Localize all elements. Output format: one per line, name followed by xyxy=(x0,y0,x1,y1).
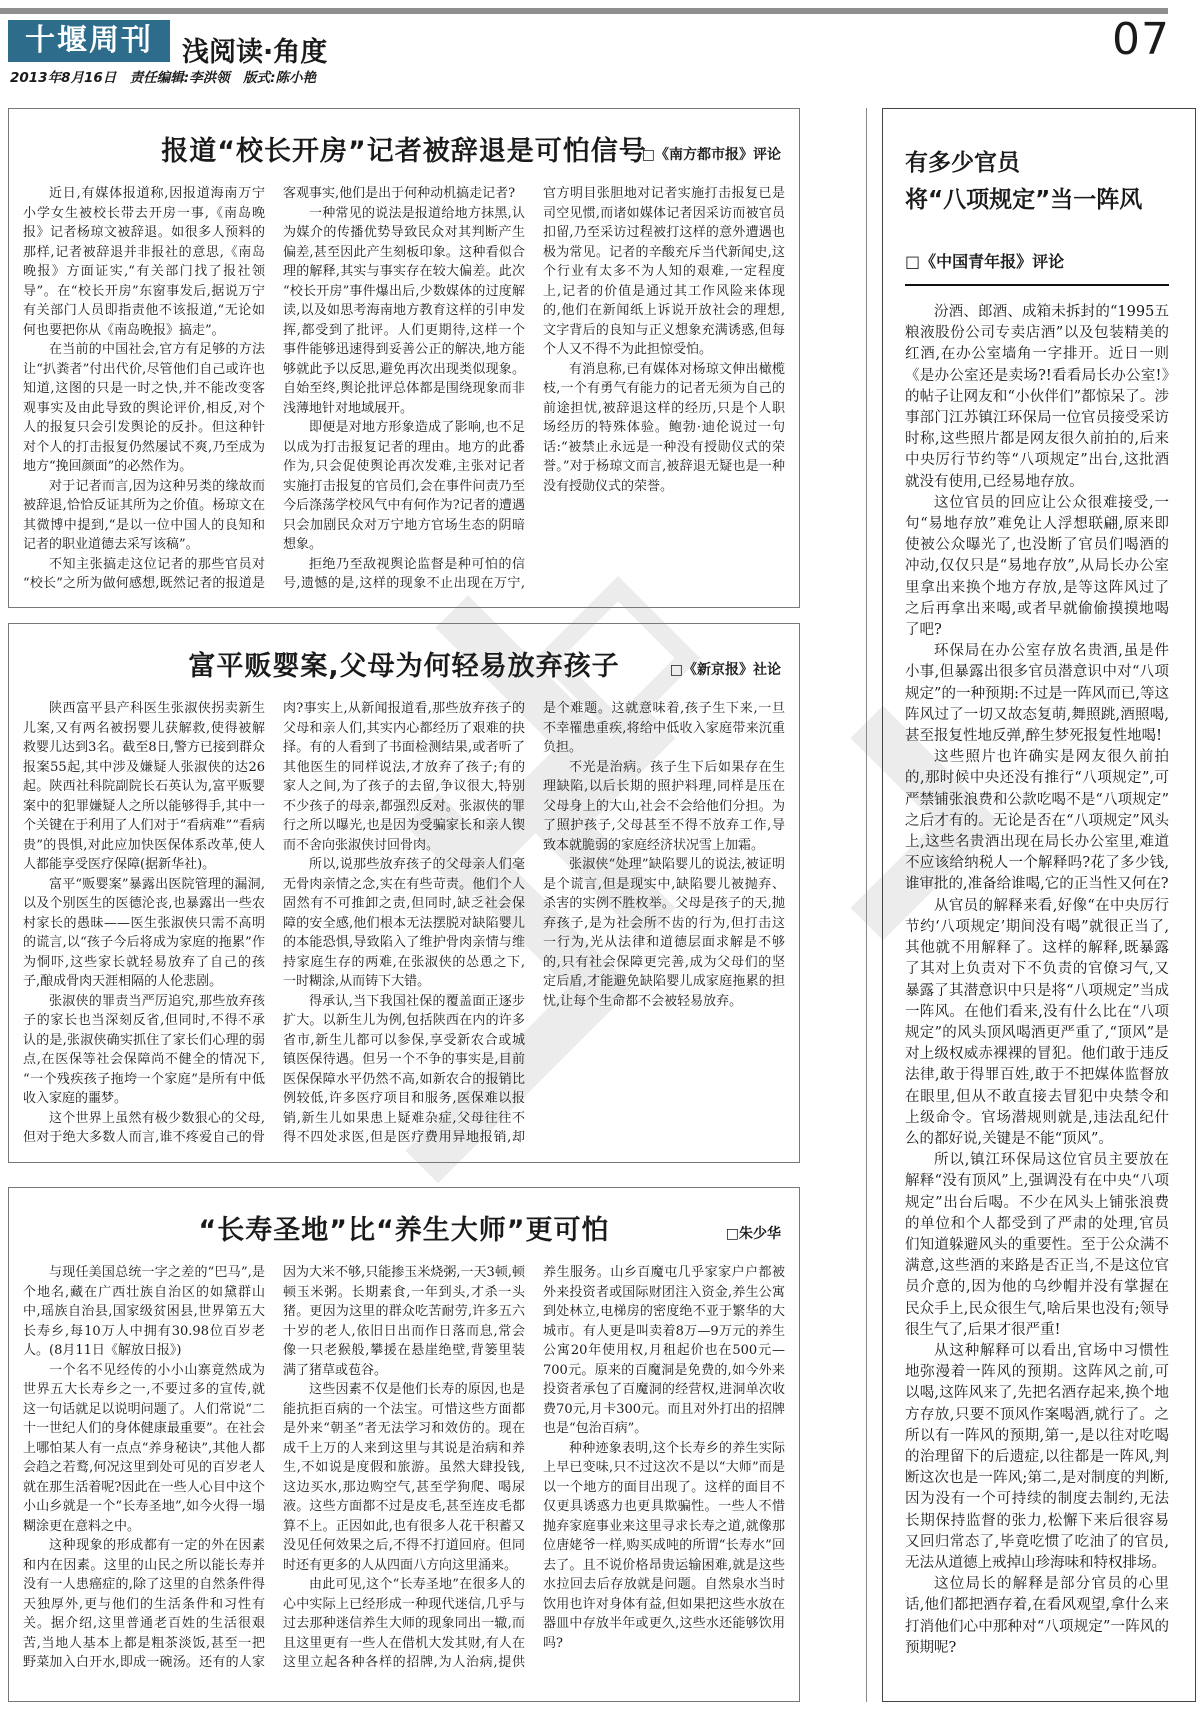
sidebar-article-box xyxy=(882,108,1196,1702)
article-2-title: 富平贩婴案,父母为何轻易放弃孩子 xyxy=(188,651,620,682)
article-1-body xyxy=(9,176,799,594)
header-rule xyxy=(0,8,1168,14)
paragraph: 一个名不见经传的小小山寨竟然成为世界五大长寿乡之一,不要过多的宣传,就这一句话就足以说明问题了。人们常说“二十一世纪人们的身体健康最重要”。在社会上哪怕某人有一点点“养身秘诀”,其他人都会趋之若鹜,何况这里到处可见的百岁老人就在那生活着呢?因此在一些人心目中这个小山乡就是一个“长寿圣地”,如今火得一塌糊涂更在意料之中。 xyxy=(23,1362,265,1534)
paragraph: 所以,镇江环保局这位官员主要放在解释“没有顶风”上,强调没有在中央“八项规定”出台后喝。不少在风头上铺张浪费的单位和个人都受到了严肃的处理,官员们知道躲避风头的重要性。至于公众满不满意,这些酒的来路是否正当,不是这位官员介意的,因为他的乌纱帽并没有掌握在民众手上,民众很生气,啥后果也没有;领导很生气了,后果才很严重! xyxy=(905,1152,1169,1338)
paragraph: 即便是对地方形象造成了影响,也不足以成为打击报复记者的理由。地方的此番作为,只会促使舆论再次发难,主张对记者实施打击报复的官员们,会在事件问责乃至今后涤荡学校风气中有何作为?记者的遭遇只会加剧民众对万宁地方官场生态的阴暗想象。 xyxy=(283,420,525,552)
paragraph: 不光是治病。孩子生下后如果存在生理缺陷,以后长期的照护料理,同样是压在父母身上的大山,社会不会给他们分担。为了照护孩子,父母甚至不得不放弃工作,导致本就脆弱的家庭经济状况雪上加霜。 xyxy=(543,759,785,853)
sidebar-title-line1: 有多少官员 xyxy=(905,150,1020,176)
dateline: 2013年8月16日 责任编辑:李洪领 版式:陈小艳 xyxy=(10,70,317,86)
paragraph: 不知主张搞走这位记者的那些官员对“校长”之所为做何感想,既然记者的报道是客观事实,他们是出于何种动机搞走记者? xyxy=(23,186,516,591)
section-title: 浅阅读·角度 xyxy=(182,37,328,68)
paragraph: 种种迹象表明,这个长寿乡的养生实际上早已变味,只不过这次不是以“大师”而是以一个地方的面目出现了。这样的面目不仅更具诱惑力也更具欺骗性。一些人不惜抛弃家庭事业来这里寻求长寿之道,就像那位唐姥爷一样,购买成吨的所谓“长寿水”回去了。且不说价格昂贵运输困难,就是这些水拉回去后存放就是问题。自然泉水当时饮用也许对身体有益,但如果把这些水放在器皿中存放半年或更久,这些水还能够饮用吗? xyxy=(543,1440,785,1651)
article-1-byline: □《南方都市报》评论 xyxy=(641,147,781,163)
article-3-header xyxy=(9,1188,799,1255)
paragraph: 这个世界上虽然有极少数狠心的父母,但对于绝大多数人而言,谁不疼爱自己的骨肉?事实上,从新闻报道看,那些放弃孩子的父母和亲人们,其实内心都经历了艰难的抉择。有的人看到了书面检测结果,或者听了其他医生的同样说法,才放弃了孩子;有的家人之间,为了孩子的去留,争议很大,特别不少孩子的母亲,都强烈反对。张淑侠的罪行之所以曝光,也是因为受骗家长和亲人锲而不舍向张淑侠讨回骨肉。 xyxy=(23,701,525,1145)
paragraph: 近日,有媒体报道称,因报道海南万宁小学女生被校长带去开房一事,《南岛晚报》记者杨琼文被辞退。如很多人预料的那样,记者被辞退并非报社的意思,《南岛晚报》方面证实,“有关部门找了报社领导”。在“校长开房”东窗事发后,据说万宁有关部门人员即指责他不该报道,“无论如何也要把你从《南岛晚报》搞走”。 xyxy=(23,186,265,338)
article-box-3 xyxy=(8,1187,800,1702)
paragraph: 环保局在办公室存放名贵酒,虽是件小事,但暴露出很多官员潜意识中对“八项规定”的一种预期:不过是一阵风而已,等这阵风过了一切又故态复萌,舞照跳,酒照喝,甚至报复性地反弹,醉生梦死报复性地喝! xyxy=(905,643,1169,745)
paragraph: 所以,说那些放弃孩子的父母亲人们毫无骨肉亲情之念,实在有些苛责。他们个人固然有不可推卸之责,但同时,缺乏社会保障的安全感,他们根本无法摆脱对缺陷婴儿的本能恐惧,导致陷入了维护骨肉亲情与维持家庭生存的两难,在张淑侠的怂恿之下,一时糊涂,从而铸下大错。 xyxy=(283,857,525,989)
paragraph: 这些因素不仅是他们长寿的原因,也是能抗拒百病的一个法宝。可惜这些方面都是外来“朝圣”者无法学习和效仿的。现在成千上万的人来到这里与其说是治病和养生,不如说是度假和旅游。虽然大肆投钱,这边买水,那边购空气,甚至学狗爬、喝尿液。这些方面都不过是皮毛,甚至连皮毛都算不上。正因如此,也有很多人花干积蓄又没见任何效果之后,不得不打道回府。但同时还有更多的人从四面八方向这里涌来。 xyxy=(283,1382,525,1573)
article-1-header xyxy=(9,109,799,176)
paragraph: 得承认,当下我国社保的覆盖面正逐步扩大。以新生儿为例,包括陕西在内的许多省市,新生儿都可以参保,享受新农合或城镇医保待遇。但另一个不争的事实是,目前医保保障水平仍然不高,如新农合的报销比例较低,许多医疗项目和服务,医保难以报销,新生儿如果患上疑难杂症,父母往往不得不四处求医,但是医疗费用异地报销,却是个难题。这就意味着,孩子生下来,一旦不幸罹患重疾,将给中低收入家庭带来沉重负担。 xyxy=(283,701,785,1145)
paragraph: 从这种解释可以看出,官场中习惯性地弥漫着一阵风的预期。这阵风之前,可以喝,这阵风来了,先把名酒存起来,换个地方存放,只要不顶风作案喝酒,就行了。之所以有一阵风的预期,第一,是以往对吃喝的治理留下的后遗症,以往都是一阵风,判断这次也是一阵风;第二,是对制度的判断,因为没有一个可持续的制度去制约,无法长期保持监督的张力,松懈下来后很容易又回归常态了,毕竟吃惯了吃油了的官员,无法从道德上戒掉山珍海味和特权排场。 xyxy=(905,1342,1169,1571)
paragraph: 张淑侠的罪责当严厉追究,那些放弃孩子的家长也当深刻反省,但同时,不得不承认的是,张淑侠确实抓住了家长们心理的弱点,在医保等社会保障尚不健全的情况下,“一个残疾孩子拖垮一个家庭”是所有中低收入家庭的噩梦。 xyxy=(23,993,265,1106)
masthead: 十堰周刊 xyxy=(8,20,170,62)
paragraph: 一种常见的说法是报道给地方抹黑,认为媒介的传播优势导致民众对其判断产生偏差,甚至因此产生刻板印象。这种看似合理的解释,其实与事实存在较大偏差。此次“校长开房”事件爆出后,少数媒体的过度解读,以及如思考海南地方教育这样的引申发挥,都受到了批评。人们更期待,这样一个事件能够迅速得到妥善公正的解决,地方能够就此予以反思,避免再次出现类似现象。自始至终,舆论批评总体都是围绕现象而非浅薄地针对地域展开。 xyxy=(283,205,525,416)
paragraph: 从官员的解释来看,好像“在中央厉行节约‘八项规定’期间没有喝”就很正当了,其他就不用解释了。这样的解释,既暴露了其对上负责对下不负责的官僚习气,又暴露了其潜意识中只是将“八项规定”当成一阵风。在他们看来,没有什么比在“八项规定”的风头顶风喝酒更严重了,“顶风”是对上级权威赤裸裸的冒犯。他们敢于违反法律,敢于得罪百姓,敢于不把媒体监督放在眼里,但从不敢直接去冒犯中央禁令和上级命令。官场潜规则就是,违法乱纪什么的都好说,关键是不能“顶风”。 xyxy=(905,897,1169,1147)
paragraph: 富平“贩婴案”暴露出医院管理的漏洞,以及个别医生的医德沦丧,也暴露出一些农村家长的愚昧——医生张淑侠只需不高明的谎言,以“孩子今后将成为家庭的拖累”作为恫吓,这些家长就轻易放弃了自己的孩子,酿成骨肉天涯相隔的人伦悲剧。 xyxy=(23,876,265,989)
paragraph: 由此可见,这个“长寿圣地”在很多人的心中实际上已经形成一种现代迷信,几乎与过去那种迷信养生大师的现象同出一辙,而且这里更有一些人在借机大发其财,有人在这里立起各种各样的招牌,为人治病,提供养生服务。山乡百魔屯几乎家家户户都被外来投资者或国际财团注入资金,养生公寓到处林立,电梯房的密度绝不亚于繁华的大城市。有人更是叫卖着8万—9万元的养生公寓20年使用权,月租起价也在500元—700元。原来的百魔洞是免费的,如今外来投资者承包了百魔洞的经营权,进洞单次收费70元,月卡300元。而且对外打出的招牌也是“包治百病”。 xyxy=(283,1265,785,1670)
article-box-2 xyxy=(8,623,800,1163)
article-2-header xyxy=(9,624,799,691)
paragraph: 这位局长的解释是部分官员的心里话,他们都把酒存着,在看风观望,拿什么来打消他们心中那种对“八项规定”一阵风的预期呢? xyxy=(905,1576,1169,1656)
sidebar-article-title xyxy=(905,145,1169,219)
paragraph: 这些照片也许确实是网友很久前拍的,那时候中央还没有推行“八项规定”,可严禁铺张浪费和公款吃喝不是“八项规定”之后才有的。无论是否在“八项规定”风头上,这些名贵酒出现在局长办公室里,难道不应该给纳税人一个解释吗?花了多少钱,谁审批的,准备给谁喝,它的正当性又何在? xyxy=(905,749,1169,893)
article-2-byline: □《新京报》社论 xyxy=(669,662,781,678)
article-box-1 xyxy=(8,108,800,608)
article-3-body xyxy=(9,1255,799,1691)
paragraph: 在当前的中国社会,官方有足够的方法让“扒粪者”付出代价,尽管他们自己或许也知道,这图的只是一时之快,并不能改变客观事实及由此导致的舆论评价,相反,对个人的报复只会引发舆论的反扑。但这种针对个人的打击报复仍然屡试不爽,乃至成为地方“挽回颜面”的必然作为。 xyxy=(23,342,265,474)
paragraph: 张淑侠“处理”缺陷婴儿的说法,被证明是个谎言,但是现实中,缺陷婴儿被抛弃、杀害的实例不胜枚举。父母是孩子的天,抛弃孩子,是为社会所不齿的行为,但打击这一行为,光从法律和道德层面求解是不够的,只有社会保障更完善,成为父母们的坚定后盾,才能避免缺陷婴儿成家庭拖累的担忧,让每个生命都不会被轻易放弃。 xyxy=(543,857,785,1009)
vertical-divider xyxy=(866,108,867,1702)
paragraph: 与现任美国总统一字之差的“巴马”,是个地名,藏在广西壮族自治区的如黛群山中,瑶族自治县,国家级贫困县,世界第五大长寿乡,每10万人中拥有30.98位百岁老人。(8月11日《解放日报》) xyxy=(23,1265,265,1358)
sidebar-article-byline: □《中国青年报》评论 xyxy=(905,249,1169,286)
sidebar-article-body xyxy=(905,302,1169,1682)
paragraph: 有消息称,已有媒体对杨琼文伸出橄榄枝,一个有勇气有能力的记者无须为自己的前途担忧,被辞退这样的经历,只是个人职场经历的特殊体验。鲍勃·迪伦说过一句话:“被禁止永远是一种没有授勋仪式的荣誉。”对于杨琼文而言,被辞退无疑也是一种没有授勋仪式的荣誉。 xyxy=(543,361,785,494)
paragraph: 拒绝乃至敌视舆论监督是种可怕的信号,遗憾的是,这样的现象不止出现在万宁,官方明目张胆地对记者实施打击报复已是司空见惯,而诸如媒体记者因采访而被官员扣留,乃至采访过程被打这样的意外遭遇也极为常见。记者的辛酸充斥当代新闻史,这个行业有太多不为人知的艰难,一定程度上,记者的价值是通过其工作风险来体现的,他们在新闻纸上诉说开放社会的理想,文字背后的良知与正义想象充满诱惑,但每个人又不得不为此担惊受怕。 xyxy=(283,186,785,591)
paragraph: 对于记者而言,因为这种另类的缘故而被辞退,恰恰反证其所为之价值。杨琼文在其微博中提到,“是以一位中国人的良知和记者的职业道德去采写该稿”。 xyxy=(23,478,265,552)
page-number: 07 xyxy=(1112,14,1170,65)
sidebar-title-line2: 将“八项规定”当一阵风 xyxy=(905,187,1143,213)
article-3-byline: □朱少华 xyxy=(725,1226,781,1242)
paragraph: 陕西富平县产科医生张淑侠拐卖新生儿案,又有两名被拐婴儿获解救,使得被解救婴儿达到3名。截至8日,警方已接到群众报案55起,其中涉及嫌疑人张淑侠的达26起。陕西社科院副院长石英认为,富平贩婴案中的犯罪嫌疑人之所以能够得手,其中一个关键在于利用了人们对于“看病难”“看病贵”的畏惧,对此应加快医保体系改革,使人人都能享受医疗保障(据新华社)。 xyxy=(23,701,265,872)
article-2-body xyxy=(9,691,799,1149)
article-3-title: “长寿圣地”比“养生大师”更可怕 xyxy=(198,1215,610,1246)
paragraph: 这位官员的回应让公众很难接受,一句“易地存放”难免让人浮想联翩,原来即使被公众曝光了,也没断了官员们喝酒的冲动,仅仅只是“易地存放”,从局长办公室里拿出来换个地方存放,是等这阵风过了之后再拿出来喝,或者早就偷偷摸摸地喝了吧? xyxy=(905,494,1169,639)
article-1-title: 报道“校长开房”记者被辞退是可怕信号 xyxy=(161,136,647,167)
paragraph: 汾酒、郎酒、成箱未拆封的“1995五粮液股份公司专卖店酒”以及包装精美的红酒,在办公室墙角一字排开。近日一则《是办公室还是卖场?!看看局长办公室!》的帖子让网友和“小伙伴们”都惊呆了。涉事部门江苏镇江环保局一位官员接受采访时称,这些照片都是网友很久前拍的,后来中央厉行节约等“八项规定”出台,这批酒就没有使用,已经易地存放。 xyxy=(905,304,1169,490)
paragraph: 这种现象的形成都有一定的外在因素和内在因素。这里的山民之所以能长寿并没有一人患癌症的,除了这里的自然条件得天独厚外,更与他们的生活条件和习性有关。据介绍,这里普通老百姓的生活很艰苦,当地人基本上都是粗茶淡饭,甚至一把野菜加入白开水,即成一碗汤。还有的人家因为大米不够,只能掺玉米烧粥,一天3顿,顿顿玉米粥。长期素食,一年到头,才杀一头猪。更因为这里的群众吃苦耐劳,许多五六十岁的老人,依旧日出而作日落而息,常会像一只老猴般,攀援在悬崖绝壁,背篓里装满了猪草或苞谷。 xyxy=(23,1265,525,1670)
